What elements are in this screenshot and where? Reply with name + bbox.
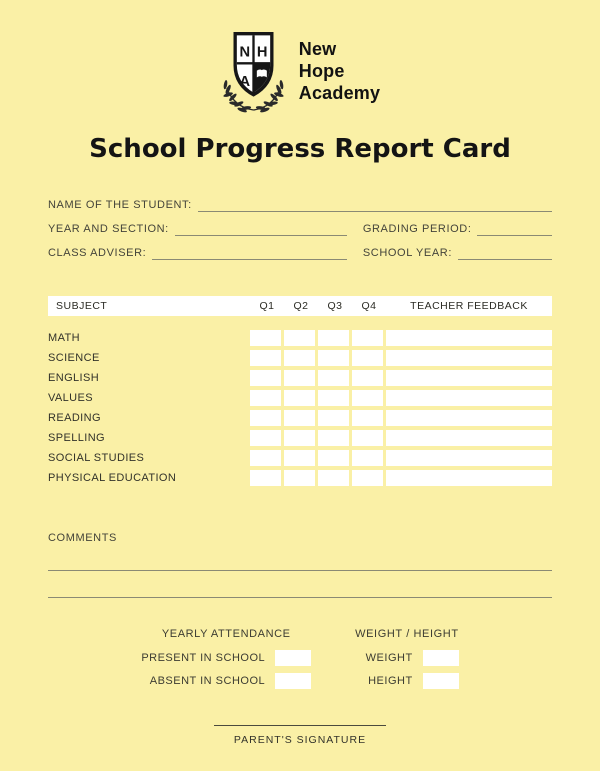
feedback-cell[interactable] [386, 350, 552, 366]
grade-cell-q4[interactable] [352, 350, 383, 366]
quarter-header-q1: Q1 [259, 300, 275, 312]
attendance-title: YEARLY ATTENDANCE [161, 628, 291, 640]
feedback-cell[interactable] [386, 390, 552, 406]
grade-cell-q1[interactable] [250, 450, 281, 466]
shield-icon [233, 32, 273, 97]
school-year-field [363, 246, 552, 260]
signature-label: PARENT'S SIGNATURE [233, 734, 367, 746]
grade-row [48, 388, 552, 408]
grade-cell-q2[interactable] [284, 370, 315, 386]
grade-cell-q1[interactable] [250, 330, 281, 346]
measurement-label: HEIGHT [368, 675, 413, 687]
grading-period-input[interactable] [477, 222, 552, 236]
attendance-row [141, 650, 311, 666]
comments-label: COMMENTS [48, 532, 117, 544]
initial-n: N [239, 44, 250, 61]
grade-row [48, 448, 552, 468]
grade-cell-q3[interactable] [318, 370, 349, 386]
class-adviser-input[interactable] [152, 246, 347, 260]
quarter-header-q2: Q2 [293, 300, 309, 312]
grade-cell-q1[interactable] [250, 390, 281, 406]
grade-row [48, 368, 552, 388]
student-info-section [48, 198, 552, 260]
attendance-rows [141, 650, 311, 689]
class-adviser-field [48, 246, 347, 260]
school-name-line: Academy [298, 82, 381, 103]
grade-cell-q2[interactable] [284, 450, 315, 466]
book-icon [257, 69, 267, 77]
signature-line[interactable] [214, 725, 386, 726]
school-year-label: SCHOOL YEAR: [362, 247, 452, 259]
school-logo [48, 28, 552, 116]
grade-cell-q3[interactable] [318, 470, 349, 486]
attendance-label: ABSENT IN SCHOOL [149, 675, 266, 687]
measurements-group [355, 628, 459, 689]
crest [220, 28, 287, 116]
grade-cell-q4[interactable] [352, 470, 383, 486]
attendance-row [141, 673, 311, 689]
grade-row [48, 328, 552, 348]
grade-cell-q3[interactable] [318, 390, 349, 406]
grade-cell-q2[interactable] [284, 390, 315, 406]
grade-cell-q4[interactable] [352, 410, 383, 426]
comments-line-2[interactable] [48, 597, 552, 598]
comments-line-1[interactable] [48, 570, 552, 571]
grade-cell-q3[interactable] [318, 430, 349, 446]
grade-cell-q4[interactable] [352, 370, 383, 386]
grade-cell-q1[interactable] [250, 370, 281, 386]
measurement-value-box[interactable] [423, 673, 459, 689]
attendance-value-box[interactable] [275, 673, 311, 689]
grade-cell-q1[interactable] [250, 470, 281, 486]
grades-table-body [48, 328, 552, 488]
subject-label: SCIENCE [48, 352, 100, 364]
grades-table-header [48, 296, 552, 316]
grade-cell-q3[interactable] [318, 410, 349, 426]
subject-label: READING [48, 412, 101, 424]
grade-cell-q2[interactable] [284, 330, 315, 346]
grading-period-field [363, 222, 552, 236]
grade-row [48, 408, 552, 428]
crest-graphic [220, 28, 287, 116]
subject-label: SPELLING [48, 432, 106, 444]
subject-label: SOCIAL STUDIES [48, 452, 145, 464]
grade-row [48, 348, 552, 368]
student-name-row [48, 198, 552, 212]
subject-label: PHYSICAL EDUCATION [48, 472, 177, 484]
measurement-rows [355, 650, 459, 689]
year-section-field [48, 222, 347, 236]
grade-cell-q2[interactable] [284, 430, 315, 446]
measurement-row [355, 673, 459, 689]
attendance-label: PRESENT IN SCHOOL [141, 652, 266, 664]
grade-cell-q1[interactable] [250, 430, 281, 446]
feedback-cell[interactable] [386, 470, 552, 486]
grade-cell-q2[interactable] [284, 470, 315, 486]
grade-cell-q1[interactable] [250, 350, 281, 366]
subject-column-header: SUBJECT [56, 300, 108, 312]
grade-cell-q3[interactable] [318, 350, 349, 366]
measurement-label: WEIGHT [365, 652, 413, 664]
year-section-label: YEAR AND SECTION: [48, 223, 169, 235]
student-name-label: NAME OF THE STUDENT: [48, 199, 192, 211]
school-name-line: New [298, 39, 337, 60]
feedback-cell[interactable] [386, 450, 552, 466]
feedback-cell[interactable] [386, 410, 552, 426]
initial-h: H [256, 44, 268, 61]
adviser-year-row [48, 246, 552, 260]
signature-section [48, 725, 552, 746]
grade-row [48, 468, 552, 488]
grade-cell-q4[interactable] [352, 390, 383, 406]
subject-label: ENGLISH [48, 372, 100, 384]
quarter-header-q4: Q4 [361, 300, 377, 312]
subject-label: VALUES [48, 392, 93, 404]
grade-cell-q3[interactable] [318, 330, 349, 346]
comments-section [48, 532, 552, 598]
grade-cell-q4[interactable] [352, 330, 383, 346]
school-name-line: Hope [298, 61, 345, 82]
measurement-row [355, 650, 459, 666]
quarter-header-q3: Q3 [327, 300, 343, 312]
grade-row [48, 428, 552, 448]
grades-table [48, 296, 552, 488]
student-name-input[interactable] [198, 198, 552, 212]
measurements-title: WEIGHT / HEIGHT [355, 628, 459, 640]
grade-cell-q2[interactable] [284, 410, 315, 426]
class-adviser-label: CLASS ADVISER: [48, 247, 147, 259]
school-name [299, 39, 380, 105]
feedback-cell[interactable] [386, 370, 552, 386]
stats-section [48, 628, 552, 689]
feedback-cell[interactable] [386, 330, 552, 346]
grading-period-label: GRADING PERIOD: [362, 223, 472, 235]
feedback-cell[interactable] [386, 430, 552, 446]
initial-a: A [239, 74, 250, 90]
page-title: School Progress Report Card [89, 134, 511, 164]
subject-label: MATH [48, 332, 80, 344]
year-grading-row [48, 222, 552, 236]
grade-cell-q4[interactable] [352, 450, 383, 466]
grade-cell-q1[interactable] [250, 410, 281, 426]
grade-cell-q4[interactable] [352, 430, 383, 446]
year-section-input[interactable] [175, 222, 347, 236]
grade-cell-q3[interactable] [318, 450, 349, 466]
attendance-value-box[interactable] [275, 650, 311, 666]
school-year-input[interactable] [458, 246, 552, 260]
grade-cell-q2[interactable] [284, 350, 315, 366]
feedback-column-header: TEACHER FEEDBACK [410, 300, 528, 312]
attendance-group [141, 628, 311, 689]
measurement-value-box[interactable] [423, 650, 459, 666]
